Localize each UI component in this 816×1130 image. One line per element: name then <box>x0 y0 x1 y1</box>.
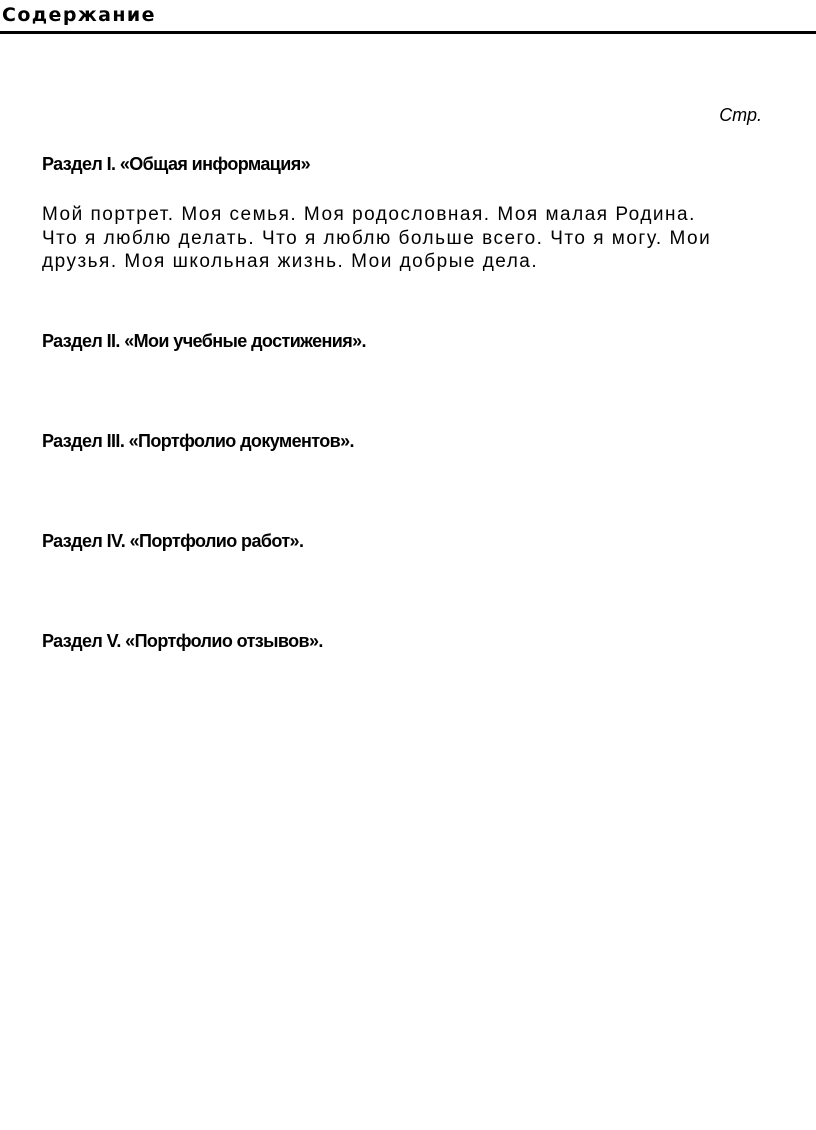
section-1-contents: Мой портрет. Моя семья. Моя родословная. Моя малая Родина. Что я люблю делать. Что я люблю больше всего. Что я могу. Мои друзья. Моя школьная жизнь. Мои добрые дела. <box>42 204 712 272</box>
section-1-title: Раздел I. «Общая информация» <box>42 154 311 174</box>
page-header <box>0 0 816 34</box>
page-number-column-label: Стр. <box>719 105 762 125</box>
section-3-title: Раздел III. «Портфолио документов». <box>42 431 354 451</box>
page-title: Содержание <box>2 4 156 26</box>
section-4-title: Раздел IV. «Портфолио работ». <box>42 531 304 551</box>
section-2-title: Раздел II. «Мои учебные достижения». <box>42 331 366 351</box>
section-5-title: Раздел V. «Портфолио отзывов». <box>42 631 323 651</box>
